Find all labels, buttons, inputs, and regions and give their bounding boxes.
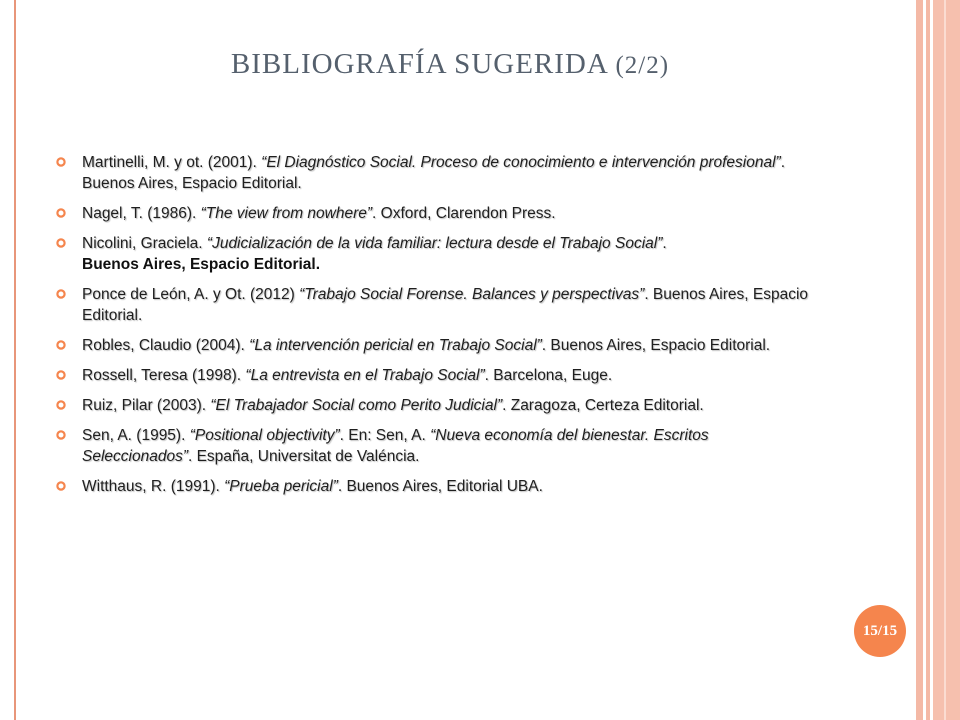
orange-ring-bullet-icon: [56, 289, 66, 299]
entry-publisher: . Buenos Aires, Espacio Editorial.: [541, 337, 771, 354]
entry-title: “Judicialización de la vida familiar: lectura desde el Trabajo Social”: [206, 235, 663, 252]
entry-publisher: . Oxford, Clarendon Press.: [372, 205, 556, 222]
bibliography-list: [56, 152, 816, 506]
slide-title-suffix: (2/2): [615, 52, 670, 79]
page-number-badge: [854, 605, 906, 657]
page-number-label: 15/15: [862, 622, 898, 639]
entry-punctuation: .: [662, 235, 667, 252]
entry-author: Ruiz, Pilar (2003).: [82, 397, 211, 414]
right-decorative-stripe: [916, 0, 923, 720]
entry-title: “La intervención pericial en Trabajo Social”: [249, 337, 542, 354]
orange-ring-bullet-icon: [56, 238, 66, 248]
left-border-line: [14, 0, 16, 720]
bibliography-entry: [56, 284, 816, 326]
entry-publisher: . Zaragoza, Certeza Editorial.: [502, 397, 704, 414]
entry-author: Robles, Claudio (2004).: [82, 337, 250, 354]
bibliography-entry: [56, 425, 816, 467]
entry-title: “The view from nowhere”: [200, 205, 373, 222]
bibliography-entry: [56, 476, 816, 497]
entry-publisher: . Buenos Aires, Editorial UBA.: [337, 478, 543, 495]
orange-ring-bullet-icon: [56, 430, 66, 440]
entry-publisher: . España, Universitat de Valéncia.: [187, 448, 420, 465]
entry-connector: . En: Sen, A.: [339, 427, 431, 444]
entry-title: “Trabajo Social Forense. Balances y perspectivas”: [299, 286, 645, 303]
entry-title-secondary: “Nueva economía del bienestar. Escritos Seleccionados”: [82, 427, 709, 465]
entry-publisher: . Buenos Aires, Espacio Editorial.: [82, 286, 809, 324]
bibliography-entry: [56, 203, 816, 224]
entry-author: Martinelli, M. y ot. (2001).: [82, 154, 262, 171]
entry-title: “La entrevista en el Trabajo Social”: [245, 367, 485, 384]
right-decorative-highlight: [944, 0, 946, 720]
entry-publisher: . Barcelona, Euge.: [484, 367, 613, 384]
entry-author: Rossell, Teresa (1998).: [82, 367, 246, 384]
orange-ring-bullet-icon: [56, 481, 66, 491]
entry-author: Ponce de León, A. y Ot. (2012): [82, 286, 300, 303]
bibliography-entry: [56, 233, 816, 275]
orange-ring-bullet-icon: [56, 157, 66, 167]
bibliography-entry: [56, 395, 816, 416]
slide-title: [0, 48, 900, 81]
orange-ring-bullet-icon: [56, 370, 66, 380]
entry-author: Sen, A. (1995).: [82, 427, 190, 444]
entry-publisher: . Buenos Aires, Espacio Editorial.: [82, 154, 786, 192]
bibliography-entry: [56, 335, 816, 356]
entry-author: Witthaus, R. (1991).: [82, 478, 225, 495]
orange-ring-bullet-icon: [56, 208, 66, 218]
entry-title: “Positional objectivity”: [189, 427, 340, 444]
bibliography-entry: [56, 152, 816, 194]
bibliography-entry: [56, 365, 816, 386]
orange-ring-bullet-icon: [56, 400, 66, 410]
orange-ring-bullet-icon: [56, 340, 66, 350]
entry-author: Nagel, T. (1986).: [82, 205, 201, 222]
entry-title: “El Trabajador Social como Perito Judicial”: [210, 397, 503, 414]
entry-publisher: Buenos Aires, Espacio Editorial.: [82, 256, 321, 273]
entry-author: Nicolini, Graciela.: [82, 235, 207, 252]
slide-title-main: BIBLIOGRAFÍA SUGERIDA: [230, 48, 608, 80]
right-decorative-band: [933, 0, 960, 720]
entry-title: “Prueba pericial”: [224, 478, 338, 495]
entry-title: “El Diagnóstico Social. Proceso de conocimiento e intervención profesional”: [261, 154, 781, 171]
